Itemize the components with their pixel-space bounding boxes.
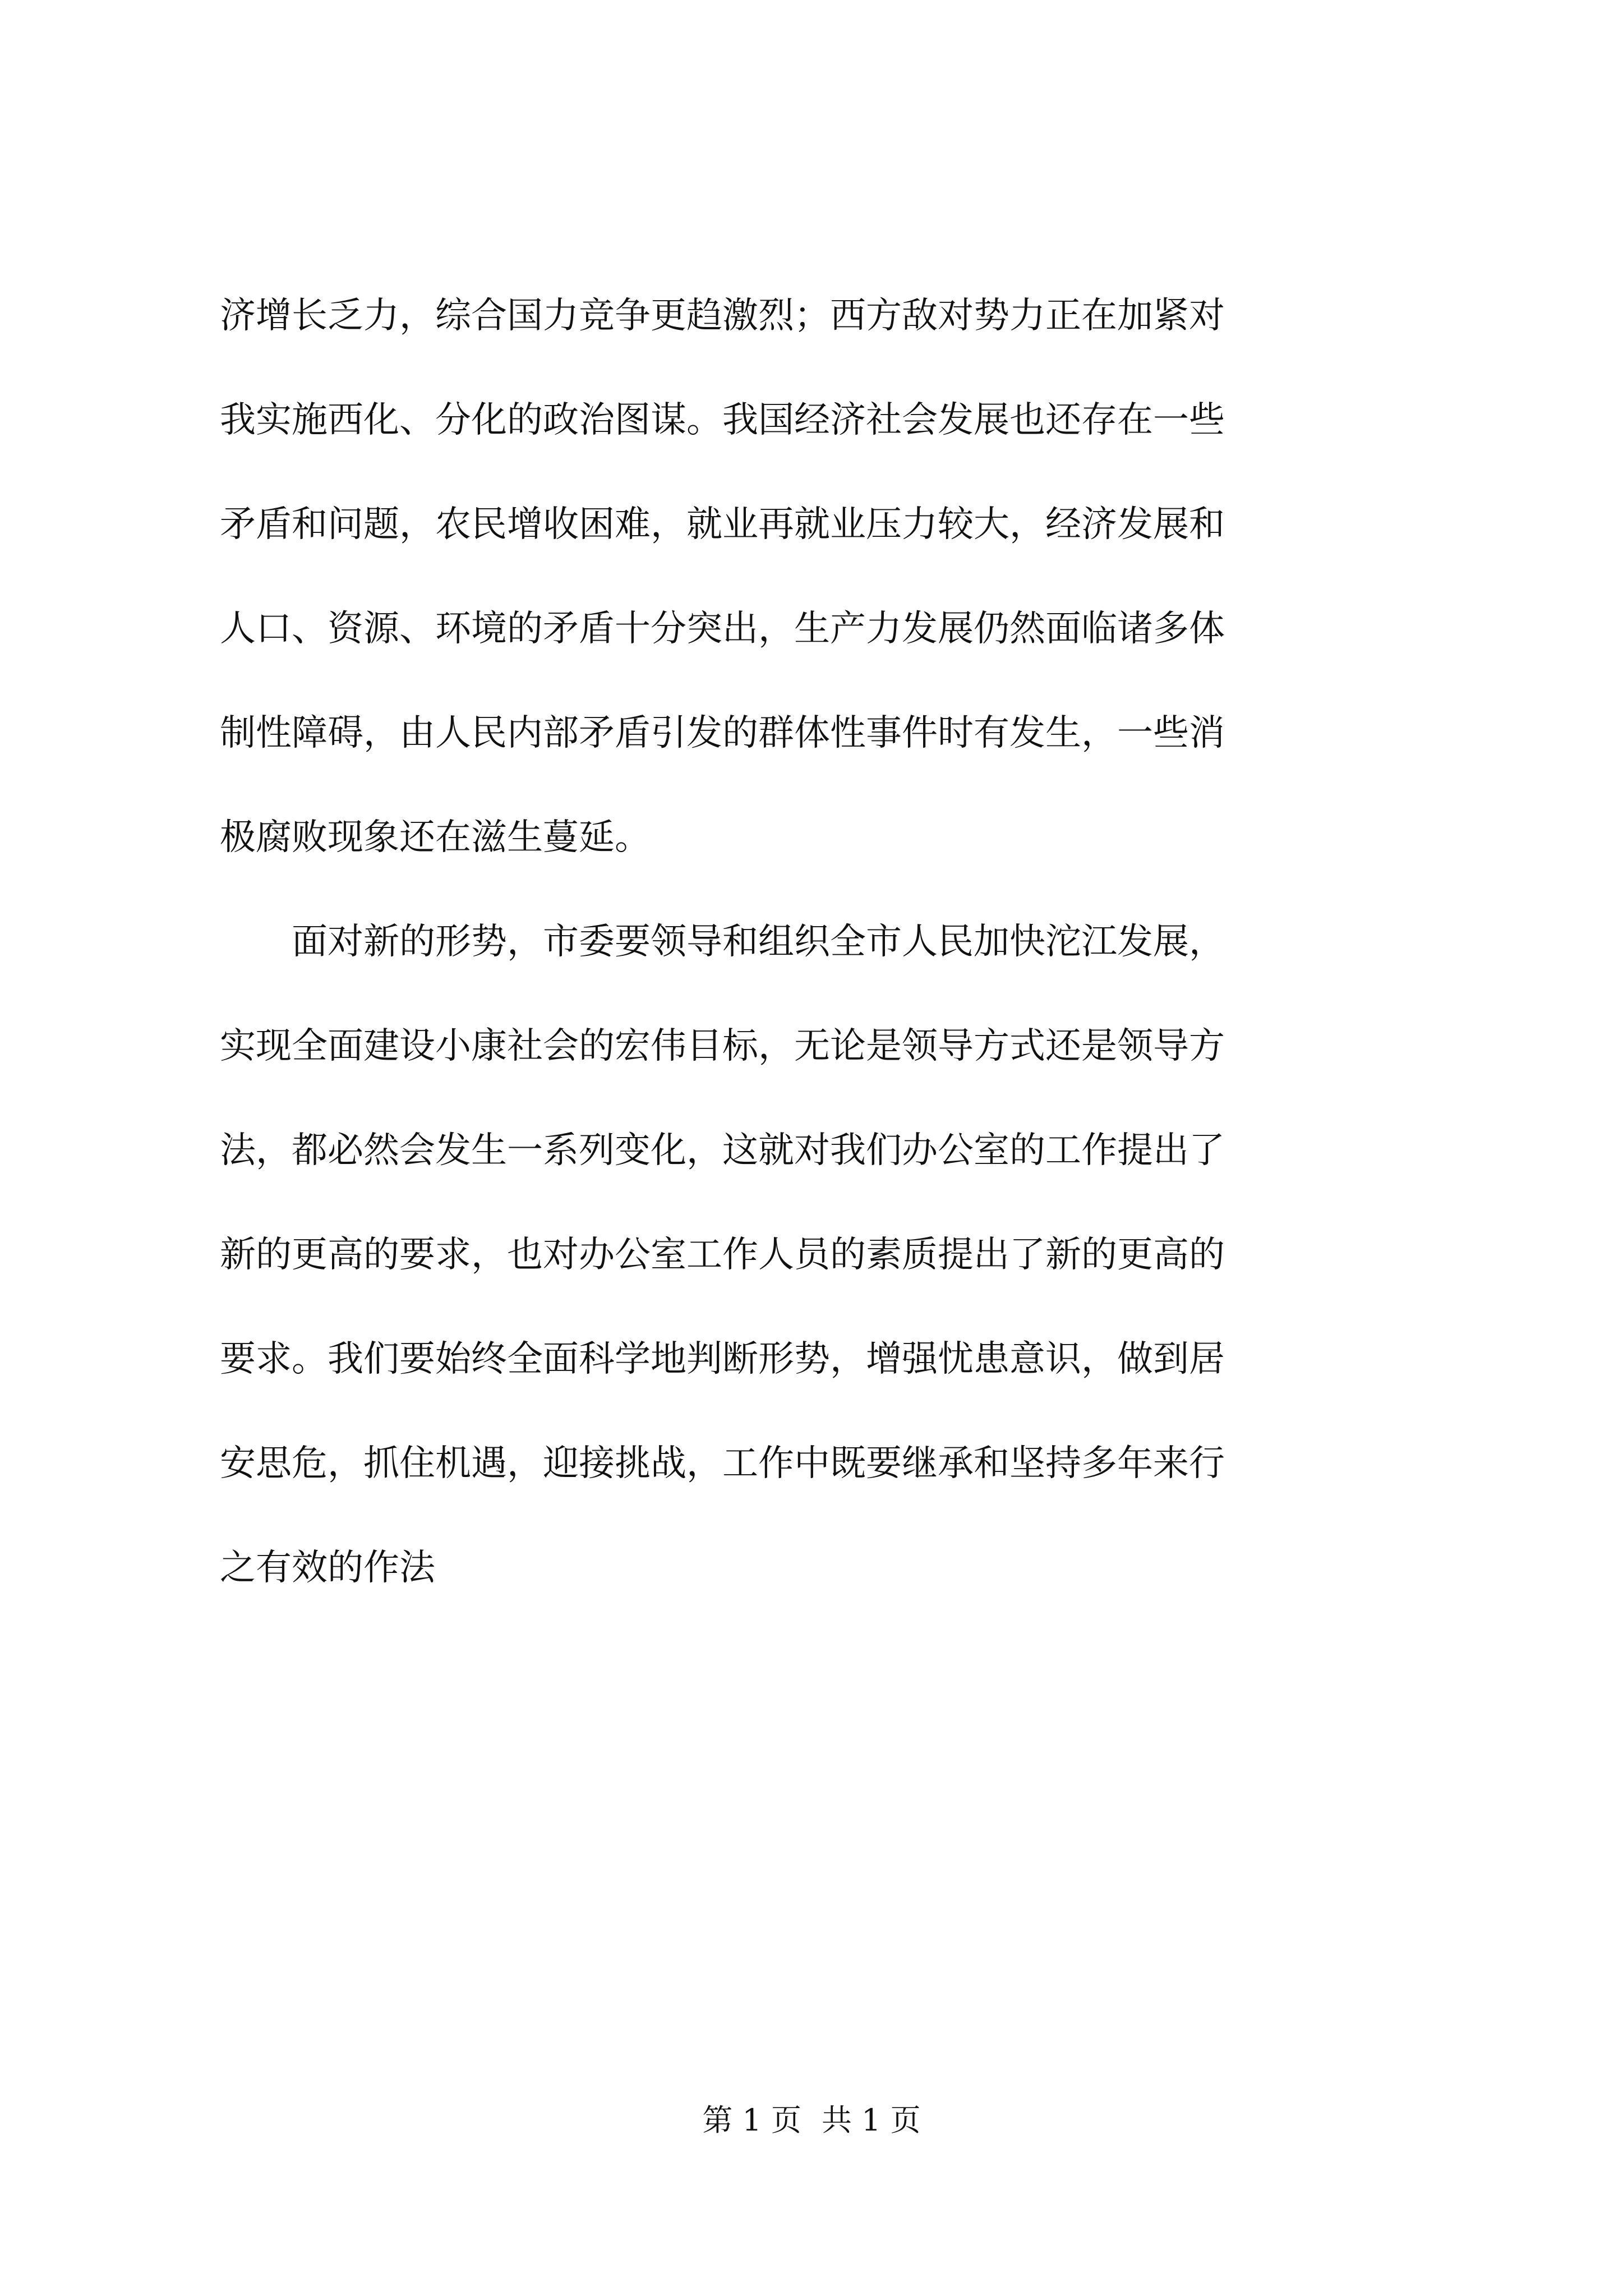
text-line: 济增长乏力，综合国力竞争更趋激烈；西方敌对势力正在加紧对 (220, 295, 1225, 337)
page-footer (0, 2098, 1623, 2143)
text-line: 安思危，抓住机遇，迎接挑战，工作中既要继承和坚持多年来行 (220, 1443, 1225, 1484)
page-number: 第 1 页 (702, 2102, 801, 2138)
text-line: 人口、资源、环境的矛盾十分突出，生产力发展仍然面临诸多体 (220, 608, 1225, 650)
text-line: 新的更高的要求，也对办公室工作人员的素质提出了新的更高的 (220, 1234, 1225, 1276)
paragraph-1 (220, 264, 1409, 890)
text-line: 实现全面建设小康社会的宏伟目标，无论是领导方式还是领导方 (220, 1025, 1225, 1067)
text-line: 法，都必然会发生一系列变化，这就对我们办公室的工作提出了 (220, 1130, 1225, 1171)
text-line: 我实施西化、分化的政治图谋。我国经济社会发展也还存在一些 (220, 399, 1225, 441)
page-total: 共 1 页 (822, 2102, 921, 2138)
paragraph-2 (220, 890, 1409, 1620)
document-body (220, 264, 1409, 1620)
text-line: 面对新的形势，市委要领导和组织全市人民加快沱江发展， (220, 921, 1225, 963)
text-line: 之有效的作法 (220, 1547, 435, 1589)
text-line: 要求。我们要始终全面科学地判断形势，增强忧患意识，做到居 (220, 1338, 1225, 1380)
text-line: 制性障碍，由人民内部矛盾引发的群体性事件时有发生，一些消 (220, 712, 1225, 754)
text-line: 矛盾和问题，农民增收困难，就业再就业压力较大，经济发展和 (220, 504, 1225, 545)
text-line: 极腐败现象还在滋生蔓延。 (220, 817, 651, 858)
